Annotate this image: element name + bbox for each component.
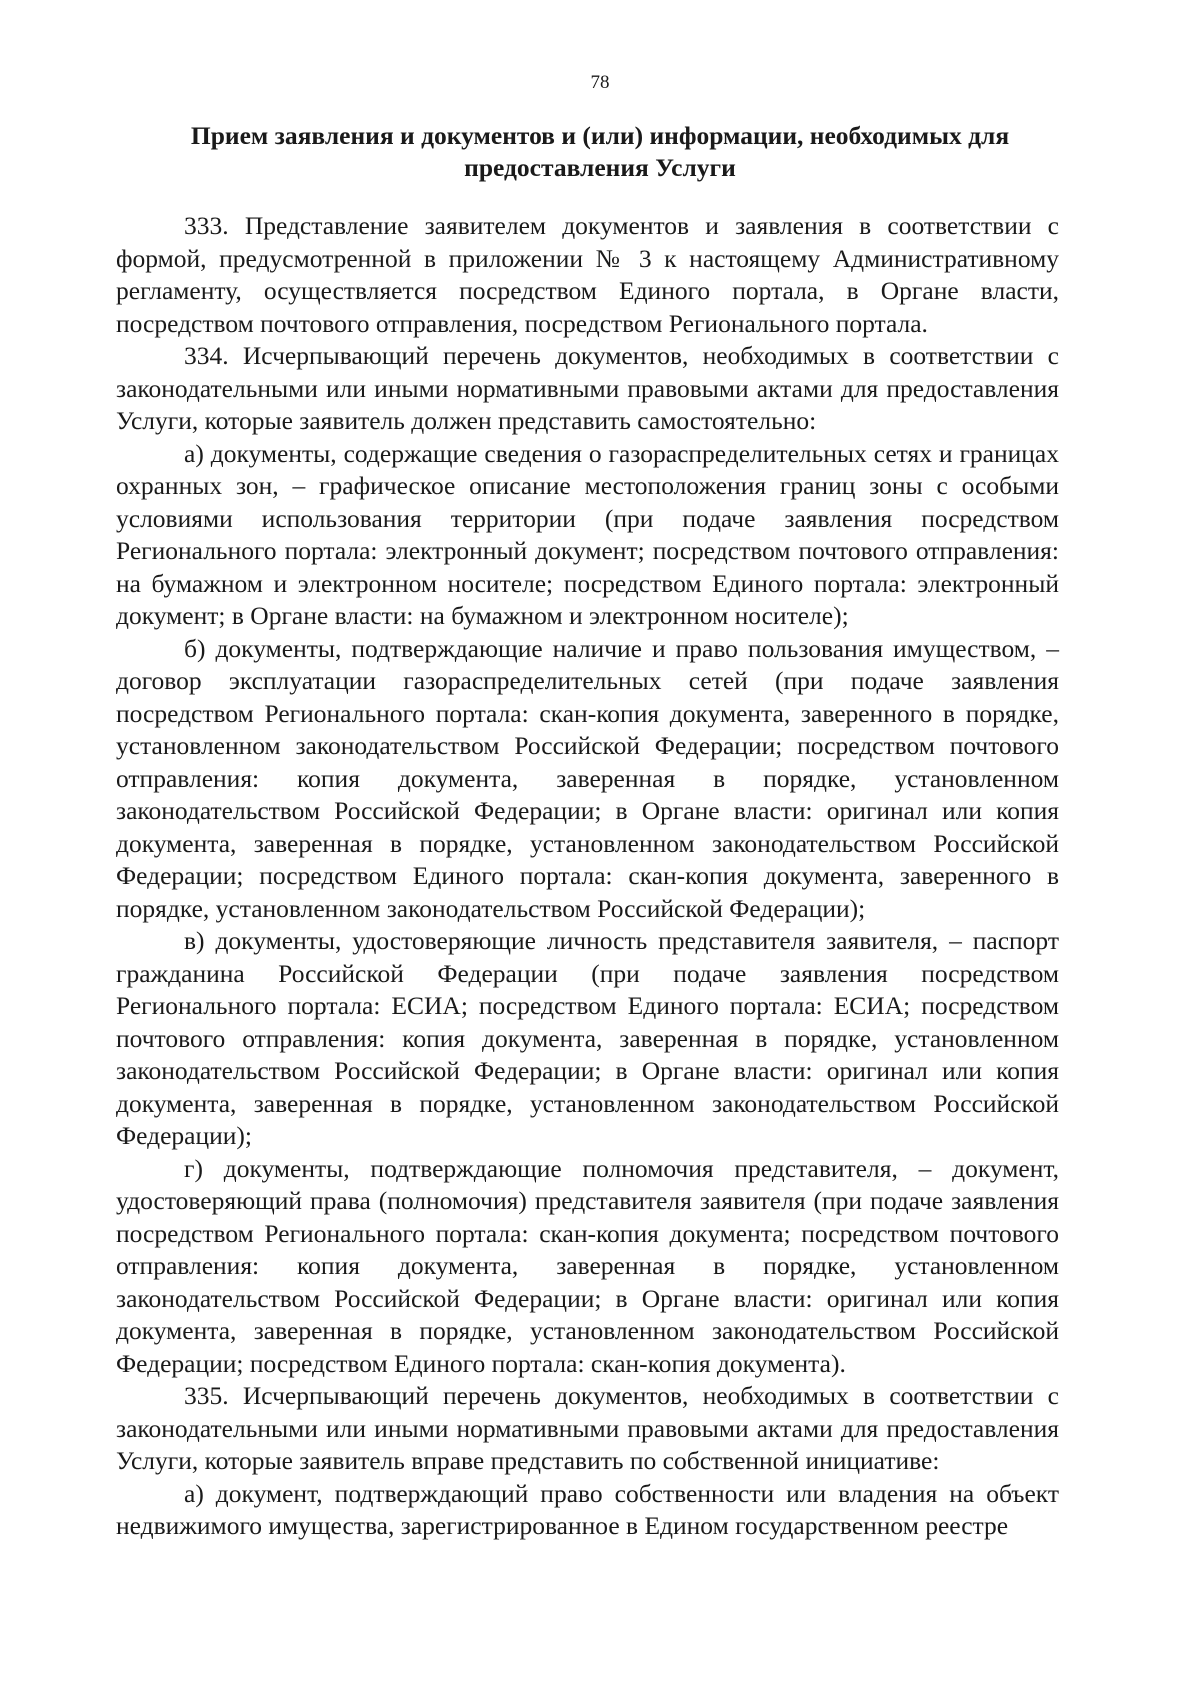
paragraph-334: 334. Исчерпывающий перечень документов, необходимых в соответствии с законодательными или иными нормативными правовыми актами для предоставления Услуги, которые заявитель должен представить самостоятельно:: [116, 341, 1059, 435]
document-body: [116, 210, 1059, 1543]
page-number: 78: [590, 72, 610, 93]
paragraph-333: 333. Представление заявителем документов и заявления в соответствии с формой, предусмотренной в приложении № 3 к настоящему Административному регламенту, осуществляется посредством Единого портала, в Органе власти, посредством почтового отправления, посредством Регионального портала.: [116, 211, 1059, 338]
paragraph-334-a: а) документы, содержащие сведения о газораспределительных сетях и границах охранных зон, – графическое описание местоположения границ зоны с особыми условиями использования территории (при подаче заявления посредством Регионального портала: электронный документ; посредством почтового отправления: на бумажном и электронном носителе; посредством Единого портала: электронный документ; в Органе власти: на бумажном и электронном носителе);: [116, 438, 1059, 630]
section-heading-line-1: Прием заявления и документов и (или) информации, необходимых для: [190, 121, 1010, 150]
paragraph-334-g: г) документы, подтверждающие полномочия представителя, – документ, удостоверяющий права (полномочия) представителя заявителя (при подаче заявления посредством Регионального портала: скан-копия документа; посредством почтового отправления: копия документа, заверенная в порядке, установленном законодательством Российской Федерации; в Органе власти: оригинал или копия документа, заверенная в порядке, установленном законодательством Российской Федерации; посредством Единого портала: скан-копия документа).: [116, 1153, 1059, 1378]
paragraph-334-v: в) документы, удостоверяющие личность представителя заявителя, – паспорт гражданина Российской Федерации (при подаче заявления посредством Регионального портала: ЕСИА; посредством Единого портала: ЕСИА; посредством почтового отправления: копия документа, заверенная в порядке, установленном законодательством Российской Федерации; в Органе власти: оригинал или копия документа, заверенная в порядке, установленном законодательством Российской Федерации);: [116, 926, 1059, 1150]
section-heading: [150, 120, 1050, 184]
section-heading-line-2: предоставления Услуги: [464, 153, 736, 182]
paragraph-335: 335. Исчерпывающий перечень документов, необходимых в соответствии с законодательными или иными нормативными правовыми актами для предоставления Услуги, которые заявитель вправе представить по собственной инициативе:: [116, 1381, 1059, 1475]
paragraph-334-b: б) документы, подтверждающие наличие и право пользования имуществом, – договор эксплуатации газораспределительных сетей (при подаче заявления посредством Регионального портала: скан-копия документа, заверенного в порядке, установленном законодательством Российской Федерации; посредством почтового отправления: копия документа, заверенная в порядке, установленном законодательством Российской Федерации; в Органе власти: оригинал или копия документа, заверенная в порядке, установленном законодательством Российской Федерации; посредством Единого портала: скан-копия документа, заверенного в порядке, установленном законодательством Российской Федерации);: [116, 633, 1059, 923]
paragraph-335-a: а) документ, подтверждающий право собственности или владения на объект недвижимого имущества, зарегистрированное в Едином государственном реестре: [116, 1478, 1059, 1540]
